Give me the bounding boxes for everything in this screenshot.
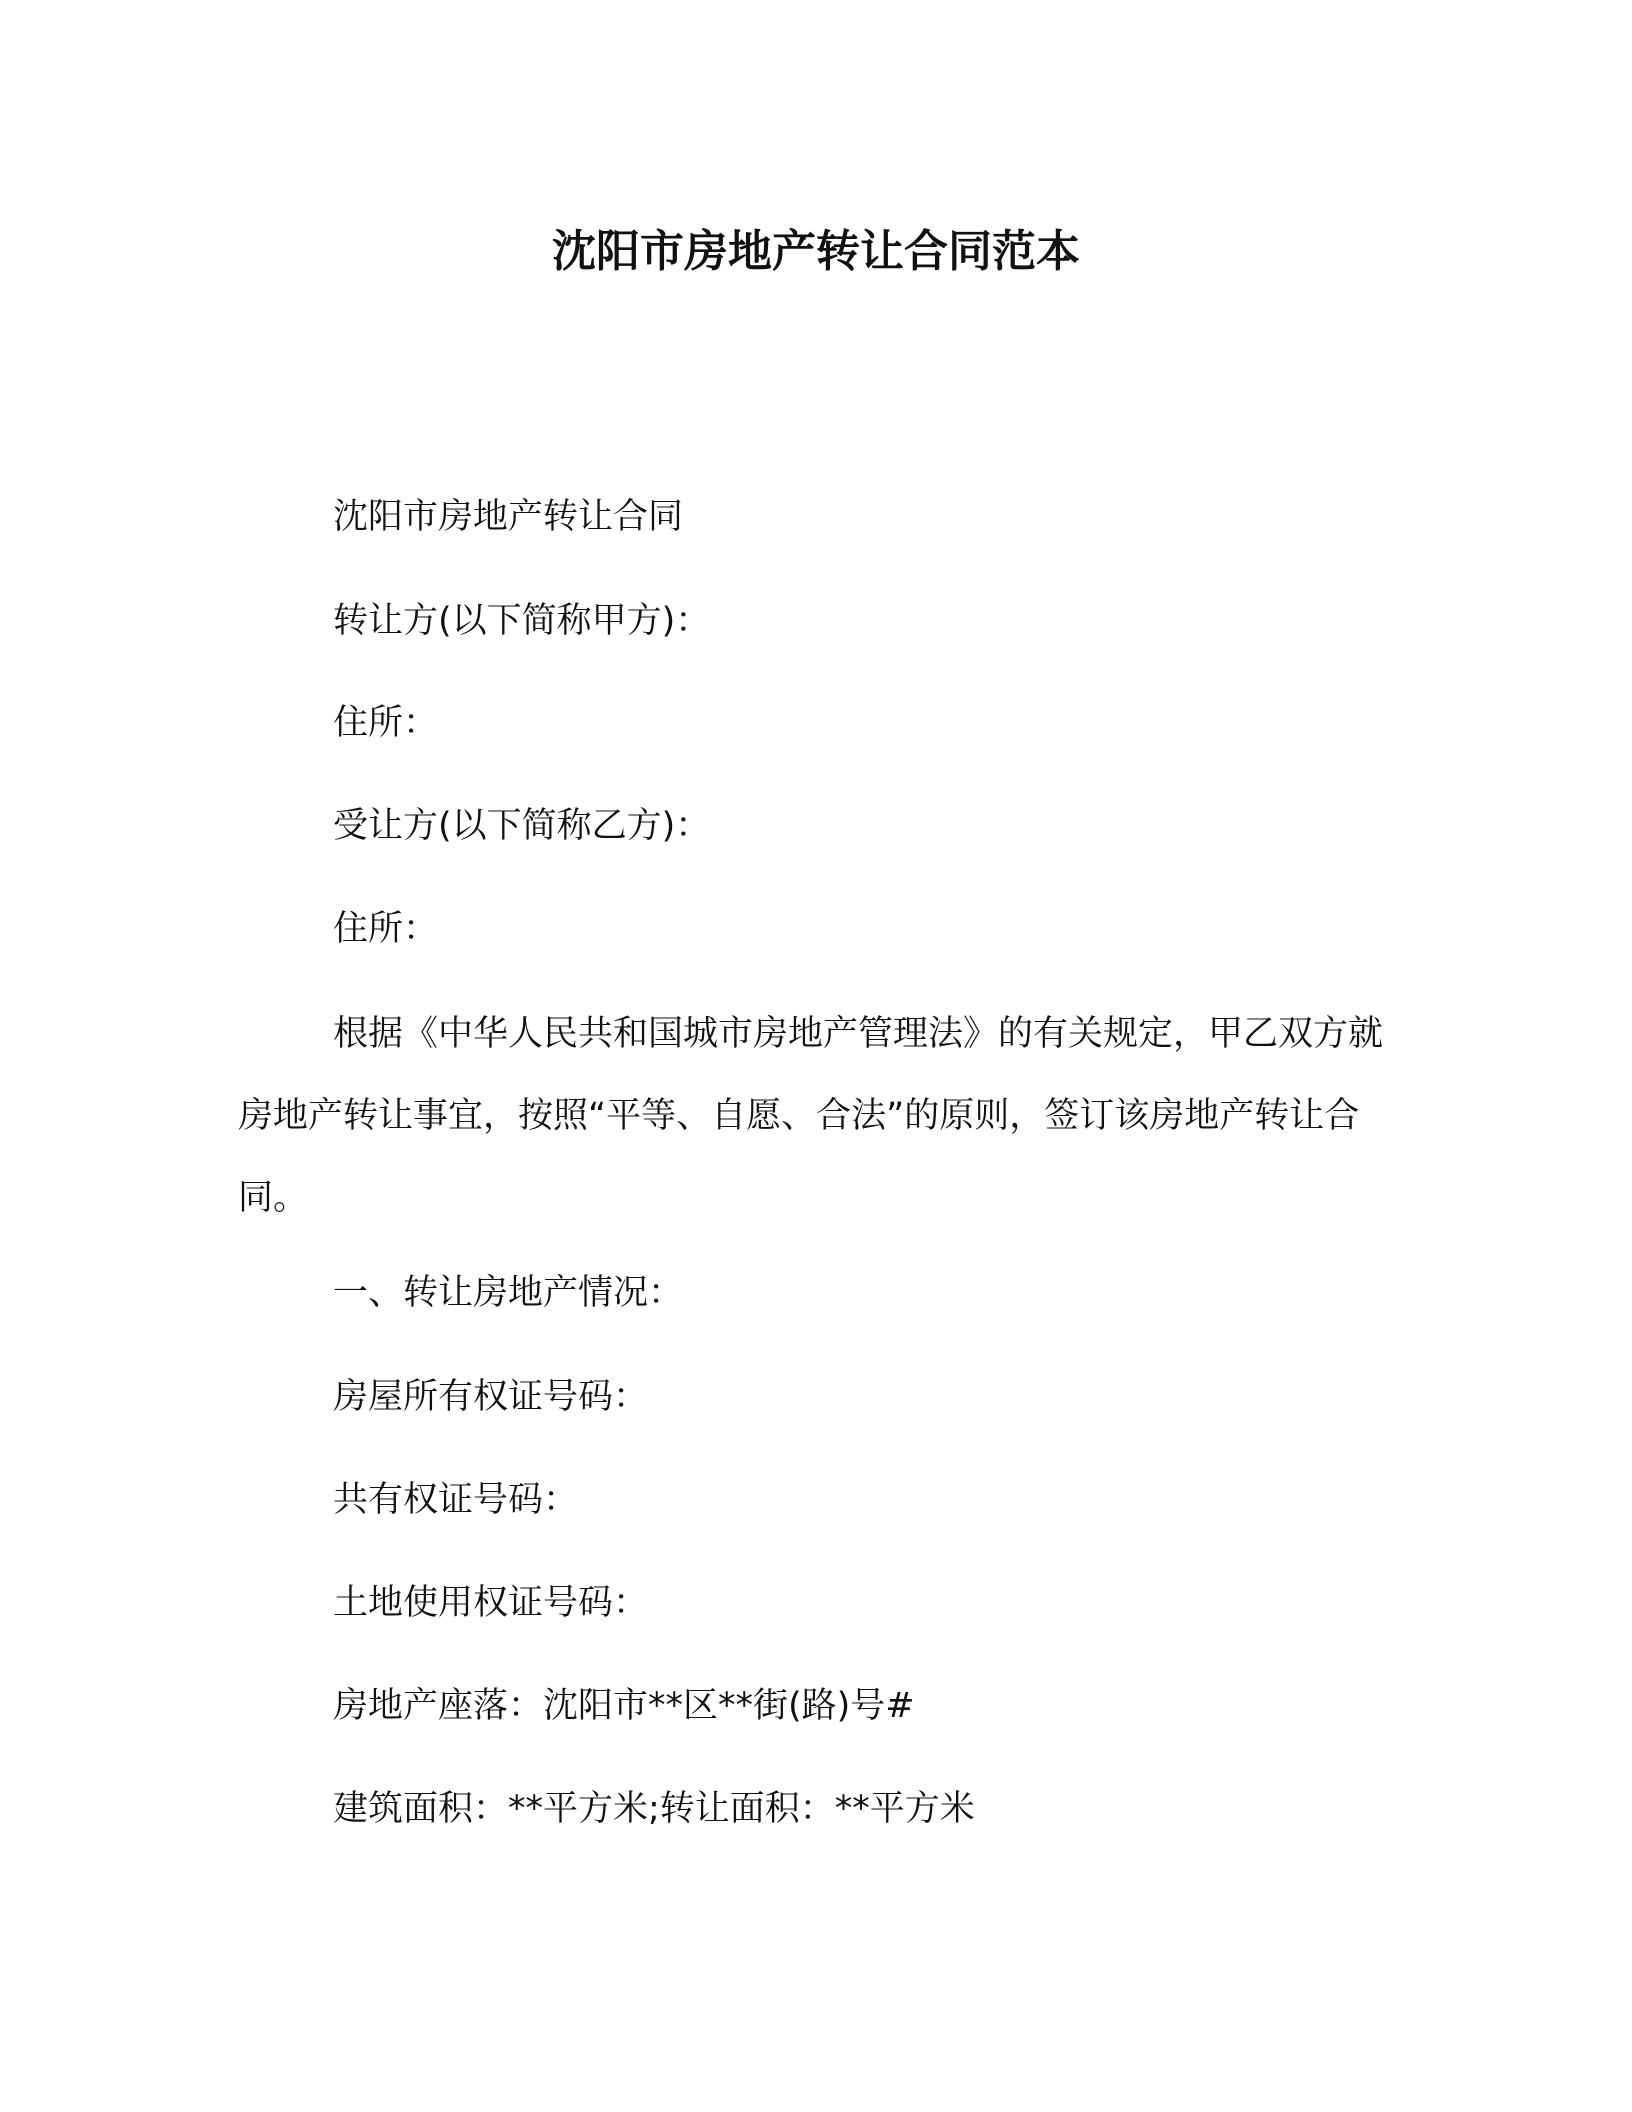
co-ownership-certificate-field: 共有权证号码： [333,1480,579,1520]
document-title: 沈阳市房地产转让合同范本 [552,226,1080,277]
intro-paragraph: 根据《中华人民共和国城市房地产管理法》的有关规定，甲乙双方就房地产转让事宜，按照“平等、自愿、合法”的原则，签订该房地产转让合同。 [238,1014,1384,1218]
transferor-address-line: 住所： [333,703,439,743]
property-location-field: 房地产座落：沈阳市**区**街(路)号# [333,1686,915,1726]
contract-name-line: 沈阳市房地产转让合同 [333,497,684,537]
transferee-line: 受让方(以下简称乙方)： [333,806,711,846]
ownership-certificate-field: 房屋所有权证号码： [333,1377,649,1417]
land-use-certificate-field: 土地使用权证号码： [333,1583,649,1623]
transferee-address-line: 住所： [333,909,439,949]
section-heading: 一、转让房地产情况： [333,1273,684,1313]
transferor-line: 转让方(以下简称甲方)： [333,601,711,641]
building-area-field: 建筑面积：**平方米;转让面积：**平方米 [333,1789,975,1829]
